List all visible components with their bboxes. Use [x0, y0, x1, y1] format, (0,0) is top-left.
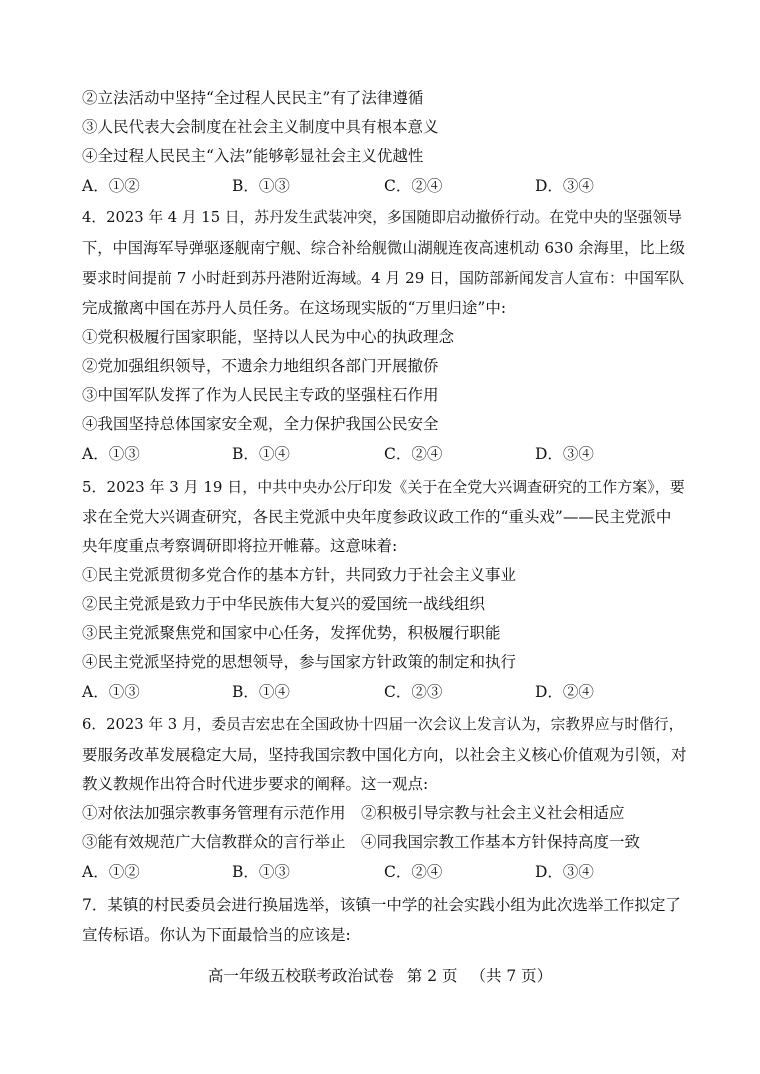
q6-stem-line-3: 教义教规作出符合时代进步要求的阐释。这一观点: — [82, 775, 429, 793]
q5-statement-4: ④民主党派坚持党的思想领导，参与国家方针政策的制定和执行 — [82, 653, 517, 671]
q4-statement-3: ③中国军队发挥了作为人民民主专政的坚强柱石作用 — [82, 386, 439, 404]
q6-option-c: C．②④ — [384, 863, 443, 881]
q3-option-a: A．①② — [82, 177, 140, 195]
q3-option-d: D．③④ — [535, 177, 594, 195]
q4-stem-line-1: 4．2023 年 4 月 15 日，苏丹发生武装冲突，多国随即启动撤侨行动。在党中央的坚强领导 — [82, 209, 683, 226]
q4-option-a: A．①③ — [82, 445, 140, 463]
q4-option-d: D．③④ — [535, 445, 594, 463]
footer-total-pages: （共 7 页） — [470, 967, 553, 985]
q5-option-c: C．②③ — [384, 683, 443, 701]
q6-option-b: B．①③ — [232, 863, 290, 881]
footer-exam-title: 高一年级五校联考政治试卷 — [207, 967, 394, 985]
footer-page-number: 第 2 页 — [406, 967, 458, 985]
q3-statement-2: ②立法活动中坚持“全过程人民民主”有了法律遵循 — [82, 89, 424, 107]
q5-stem-line-1: 5．2023 年 3 月 19 日，中共中央办公厅印发《关于在全党大兴调查研究的工作方案》，要 — [82, 478, 685, 496]
q6-stem-line-2: 要服务改革发展稳定大局，坚持我国宗教中国化方向，以社会主义核心价值观为引领，对 — [82, 746, 687, 764]
q3-option-b: B．①③ — [232, 177, 290, 195]
q3-statement-3: ③人民代表大会制度在社会主义制度中具有根本意义 — [82, 118, 439, 136]
q3-statement-4: ④全过程人民民主“入法”能够彰显社会主义优越性 — [82, 147, 424, 165]
q4-option-c: C．②④ — [384, 445, 443, 463]
q6-statements-row-1: ①对依法加强宗教事务管理有示范作用 ②积极引导宗教与社会主义社会相适应 — [82, 804, 625, 822]
q4-stem-line-4: 完成撤离中国在苏丹人员任务。在这场现实版的“万里归途”中: — [82, 299, 507, 317]
q6-stem-line-1: 6．2023 年 3 月，委员吉宏忠在全国政协十四届一次会议上发言认为，宗教界应与时偕行， — [82, 716, 684, 733]
q5-stem-line-3: 央年度重点考察调研即将拉开帷幕。这意味着: — [82, 537, 398, 555]
q6-options — [82, 862, 702, 882]
q6-option-a: A．①② — [82, 863, 140, 881]
q4-statement-2: ②党加强组织领导，不遗余力地组织各部门开展撤侨 — [82, 357, 439, 375]
q5-stem-line-2: 求在全党大兴调查研究，各民主党派中央年度参政议政工作的“重头戏”——民主党派中 — [82, 508, 672, 526]
q4-statement-4: ④我国坚持总体国家安全观，全力保护我国公民安全 — [82, 415, 439, 433]
q3-option-c: C．②④ — [384, 177, 443, 195]
page-footer — [0, 966, 760, 986]
q5-option-d: D．②④ — [535, 683, 594, 701]
q4-stem-line-2: 下，中国海军导弹驱逐舰南宁舰、综合补给舰微山湖舰连夜高速机动 630 余海里，比上级 — [82, 239, 686, 257]
q4-options — [82, 444, 702, 464]
q7-stem-line-2: 宣传标语。你认为下面最恰当的应该是: — [82, 926, 351, 944]
q3-options — [82, 176, 702, 196]
q5-options — [82, 682, 702, 702]
q5-option-b: B．①④ — [232, 683, 290, 701]
q6-statements-row-2: ③能有效规范广大信教群众的言行举止 ④同我国宗教工作基本方针保持高度一致 — [82, 833, 641, 851]
q7-stem-line-1: 7．某镇的村民委员会进行换届选举，该镇一中学的社会实践小组为此次选举工作拟定了 — [82, 896, 681, 914]
q4-option-b: B．①④ — [232, 445, 290, 463]
q4-statement-1: ①党积极履行国家职能，坚持以人民为中心的执政理念 — [82, 328, 455, 346]
q5-option-a: A．①③ — [82, 683, 140, 701]
q5-statement-1: ①民主党派贯彻多党合作的基本方针，共同致力于社会主义事业 — [82, 566, 517, 584]
q6-option-d: D．③④ — [535, 863, 594, 881]
q5-statement-2: ②民主党派是致力于中华民族伟大复兴的爱国统一战线组织 — [82, 595, 486, 613]
q4-stem-line-3: 要求时间提前 7 小时赶到苏丹港附近海域。4 月 29 日，国防部新闻发言人宣布：中国军队 — [82, 269, 685, 287]
q5-statement-3: ③民主党派聚焦党和国家中心任务，发挥优势，积极履行职能 — [82, 624, 501, 642]
